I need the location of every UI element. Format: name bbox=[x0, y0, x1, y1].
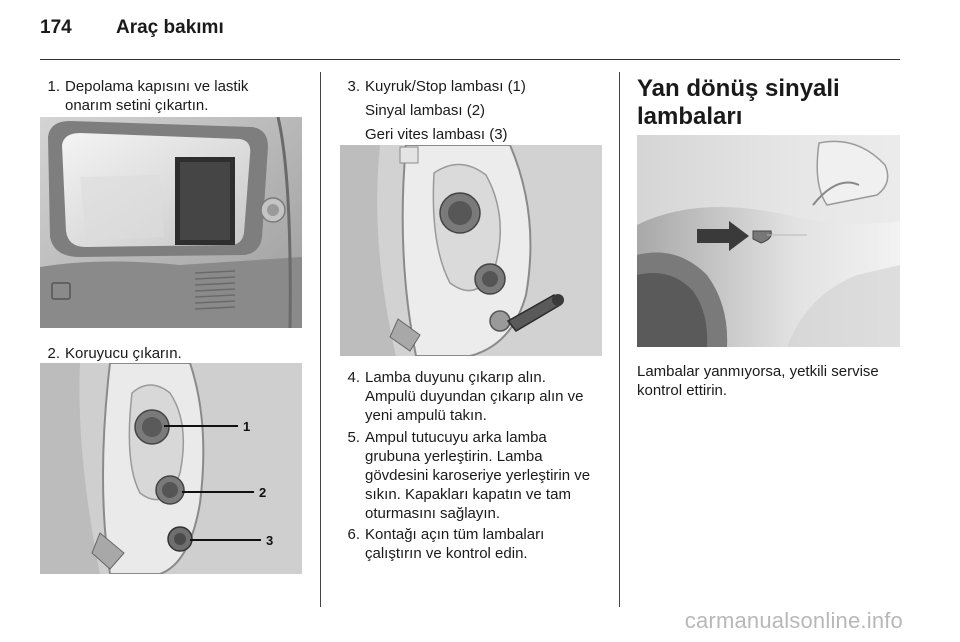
step-3-detail: Geri vites lambası (3) bbox=[365, 126, 508, 143]
section-body bbox=[637, 362, 879, 400]
step-text-line: çalıştırın ve kontrol edin. bbox=[365, 545, 528, 562]
heading-line: Yan dönüş sinyali bbox=[637, 75, 840, 102]
step-number: 5. bbox=[347, 429, 360, 446]
callout-number: 3 bbox=[266, 533, 274, 548]
step-text-line: gövdesini karoseriye yerleştirin ve bbox=[365, 467, 591, 484]
column-divider-left bbox=[320, 72, 321, 607]
step-text: Kuyruk/Stop lambası (1) bbox=[365, 78, 526, 95]
watermark: carmanualsonline.info bbox=[684, 608, 903, 633]
body-line: Lambalar yanmıyorsa, yetkili servise bbox=[637, 363, 879, 380]
step-number: 2. bbox=[47, 345, 60, 362]
figure-side-turn-signal bbox=[637, 135, 900, 347]
step-number: 3. bbox=[347, 78, 360, 95]
step-text-line: Depolama kapısını ve lastik bbox=[65, 78, 249, 95]
figure-tail-lamp-numbered bbox=[40, 363, 302, 574]
step-text-line: onarım setini çıkartın. bbox=[65, 97, 209, 114]
step-text-line: Kontağı açın tüm lambaları bbox=[365, 526, 545, 543]
step-1 bbox=[40, 77, 310, 117]
step-3 bbox=[340, 77, 610, 97]
body-line: kontrol ettirin. bbox=[637, 382, 728, 399]
page-number: 174 bbox=[40, 17, 72, 38]
step-4 bbox=[340, 368, 610, 428]
header-divider bbox=[40, 59, 900, 60]
callout-number: 1 bbox=[243, 419, 251, 434]
step-text-line: yeni ampulü takın. bbox=[365, 407, 487, 424]
column-divider-right bbox=[619, 72, 620, 607]
figure-trunk-storage bbox=[40, 117, 302, 328]
figure-bulb-removal bbox=[340, 145, 602, 356]
step-text-line: grubuna yerleştirin. Lamba bbox=[365, 448, 543, 465]
heading-line: lambaları bbox=[637, 103, 743, 130]
step-text-line: Ampul tutucuyu arka lamba bbox=[365, 429, 547, 446]
step-text-line: sıkın. Kapakları kapatın ve tam bbox=[365, 486, 571, 503]
step-5 bbox=[340, 428, 610, 525]
step-text-line: Lamba duyunu çıkarıp alın. bbox=[365, 369, 546, 386]
step-3-detail: Sinyal lambası (2) bbox=[365, 102, 486, 119]
step-text-line: Ampulü duyundan çıkarıp alın ve bbox=[365, 388, 584, 405]
step-number: 4. bbox=[347, 369, 360, 386]
section-heading bbox=[637, 75, 840, 131]
step-6 bbox=[340, 525, 610, 565]
step-text-line: oturmasını sağlayın. bbox=[365, 505, 501, 522]
step-2 bbox=[40, 344, 310, 364]
step-number: 6. bbox=[347, 526, 360, 543]
step-text: Koruyucu çıkarın. bbox=[65, 345, 182, 362]
callout-number: 2 bbox=[259, 485, 267, 500]
step-number: 1. bbox=[47, 78, 60, 95]
page-title: Araç bakımı bbox=[116, 17, 224, 38]
